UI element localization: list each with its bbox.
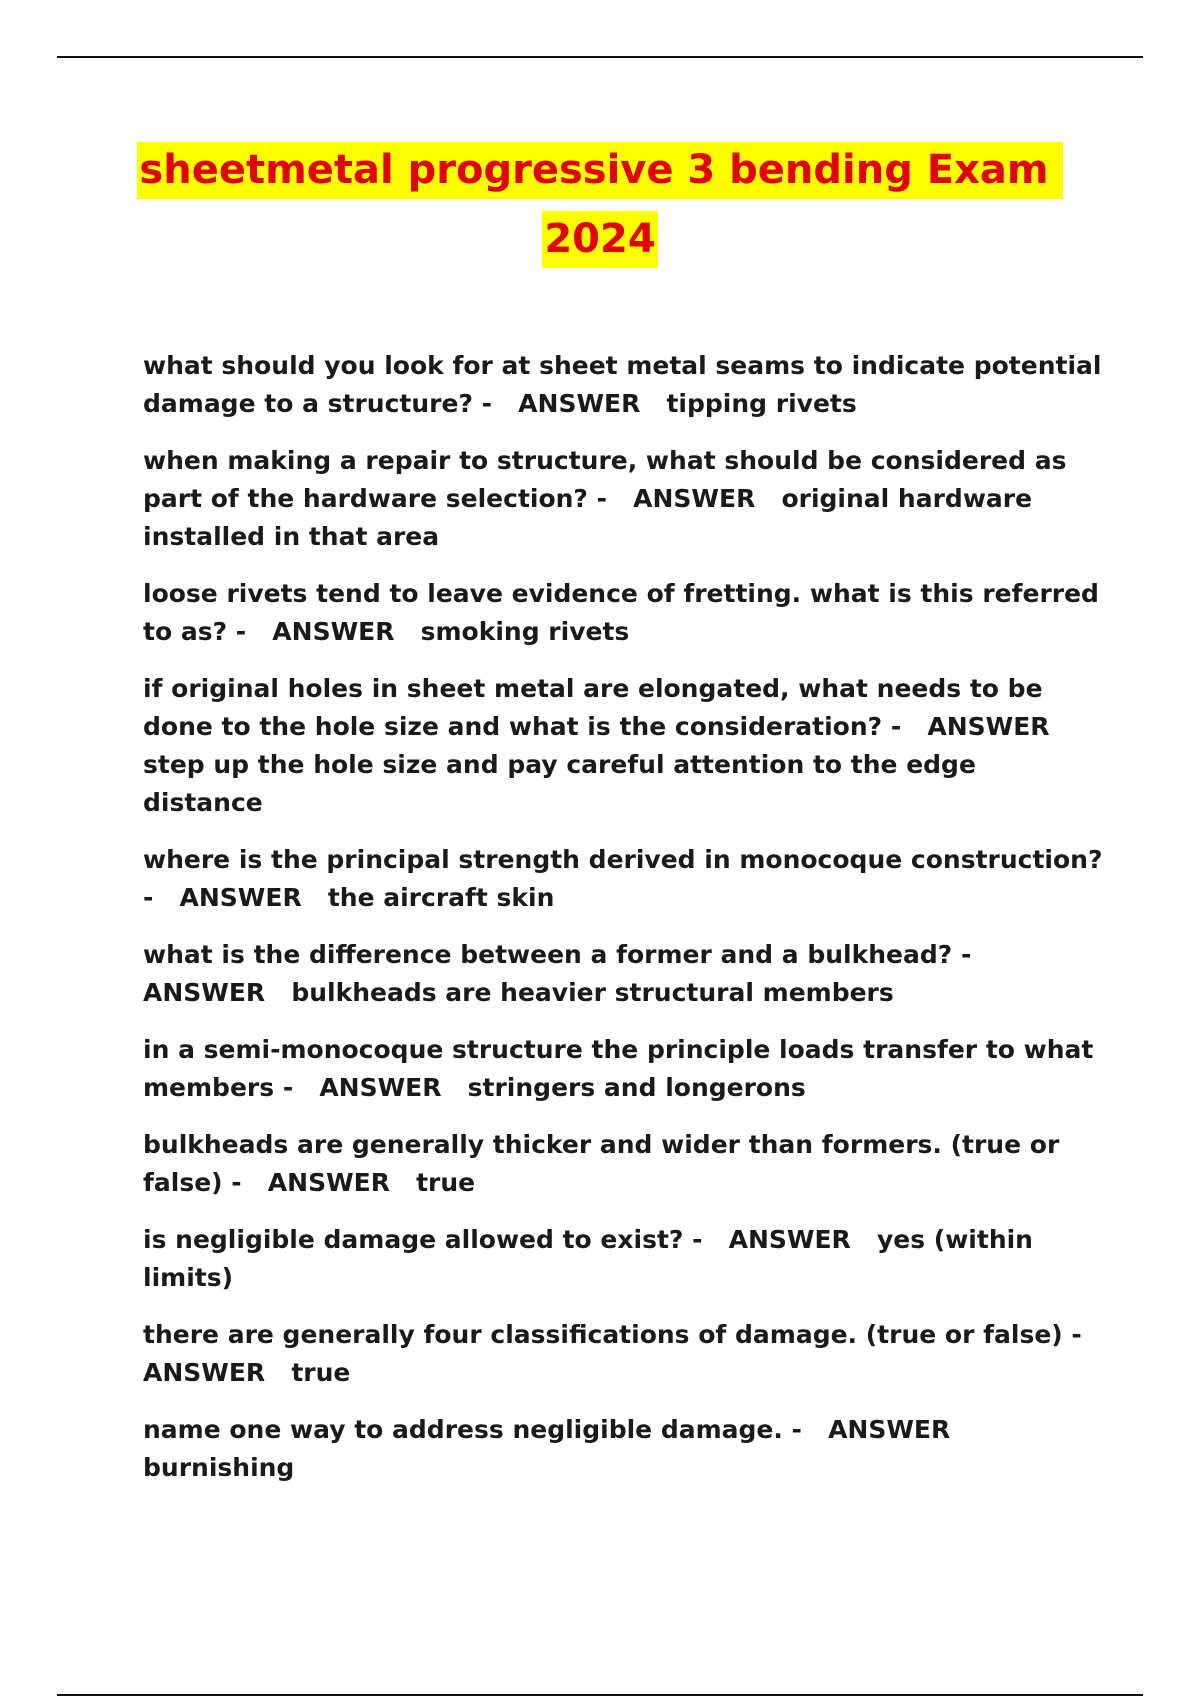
qa-item (143, 1411, 1103, 1487)
bottom-rule (57, 1694, 1143, 1696)
qa-item (143, 1031, 1103, 1107)
answer-text: true (416, 1168, 476, 1197)
answer-text: step up the hole size and pay careful attention to the edge distance (143, 750, 985, 817)
question-text: what should you look for at sheet metal seams to indicate potential damage to a structure? - (143, 351, 1111, 418)
answer-text: original hardware installed in that area (143, 484, 1041, 551)
answer-label: ANSWER (272, 617, 395, 646)
qa-item (143, 1316, 1103, 1392)
qa-item (143, 1221, 1103, 1297)
qa-item (143, 841, 1112, 917)
title-line-1: sheetmetal progressive 3 bending Exam (137, 142, 1062, 199)
question-text: there are generally four classifications of damage. (true or false) - (143, 1320, 1091, 1349)
question-text: what is the difference between a former and a bulkhead? - (143, 940, 981, 969)
answer-label: ANSWER (143, 978, 266, 1007)
answer-label: ANSWER (319, 1073, 442, 1102)
answer-label: ANSWER (518, 389, 641, 418)
answer-label: ANSWER (267, 1168, 390, 1197)
answer-label: ANSWER (143, 1358, 266, 1387)
answer-label: ANSWER (828, 1415, 951, 1444)
question-text: when making a repair to structure, what should be considered as part of the hardware selection? - (143, 446, 1076, 513)
answer-text: true (291, 1358, 351, 1387)
question-text: loose rivets tend to leave evidence of fretting. what is this referred to as? - (143, 579, 1108, 646)
question-text: where is the principal strength derived in monocoque construction? - (143, 845, 1112, 912)
qa-item (143, 670, 1103, 822)
qa-item (143, 347, 1111, 423)
qa-item (143, 1126, 1103, 1202)
answer-text: stringers and longerons (467, 1073, 806, 1102)
top-rule (57, 56, 1143, 58)
qa-item (143, 442, 1103, 556)
document-title (0, 142, 1200, 280)
title-line-2: 2024 (542, 211, 657, 268)
answer-label: ANSWER (728, 1225, 851, 1254)
answer-text: bulkheads are heavier structural members (291, 978, 894, 1007)
answer-text: smoking rivets (420, 617, 630, 646)
question-text: if original holes in sheet metal are elongated, what needs to be done to the hole size and what is the consideration? - (143, 674, 1052, 741)
answer-text: the aircraft skin (327, 883, 555, 912)
qa-list (143, 347, 1112, 1506)
qa-item (143, 575, 1108, 651)
answer-text: tipping rivets (666, 389, 857, 418)
question-text: name one way to address negligible damage. - (143, 1415, 811, 1444)
answer-text: yes (within limits) (143, 1225, 1042, 1292)
question-text: bulkheads are generally thicker and wider than formers. (true or false) - (143, 1130, 1068, 1197)
answer-label: ANSWER (179, 883, 302, 912)
qa-item (143, 936, 1103, 1012)
answer-label: ANSWER (927, 712, 1050, 741)
question-text: in a semi-monocoque structure the principle loads transfer to what members - (143, 1035, 1103, 1102)
answer-text: burnishing (143, 1453, 295, 1482)
question-text: is negligible damage allowed to exist? - (143, 1225, 712, 1254)
answer-label: ANSWER (633, 484, 756, 513)
